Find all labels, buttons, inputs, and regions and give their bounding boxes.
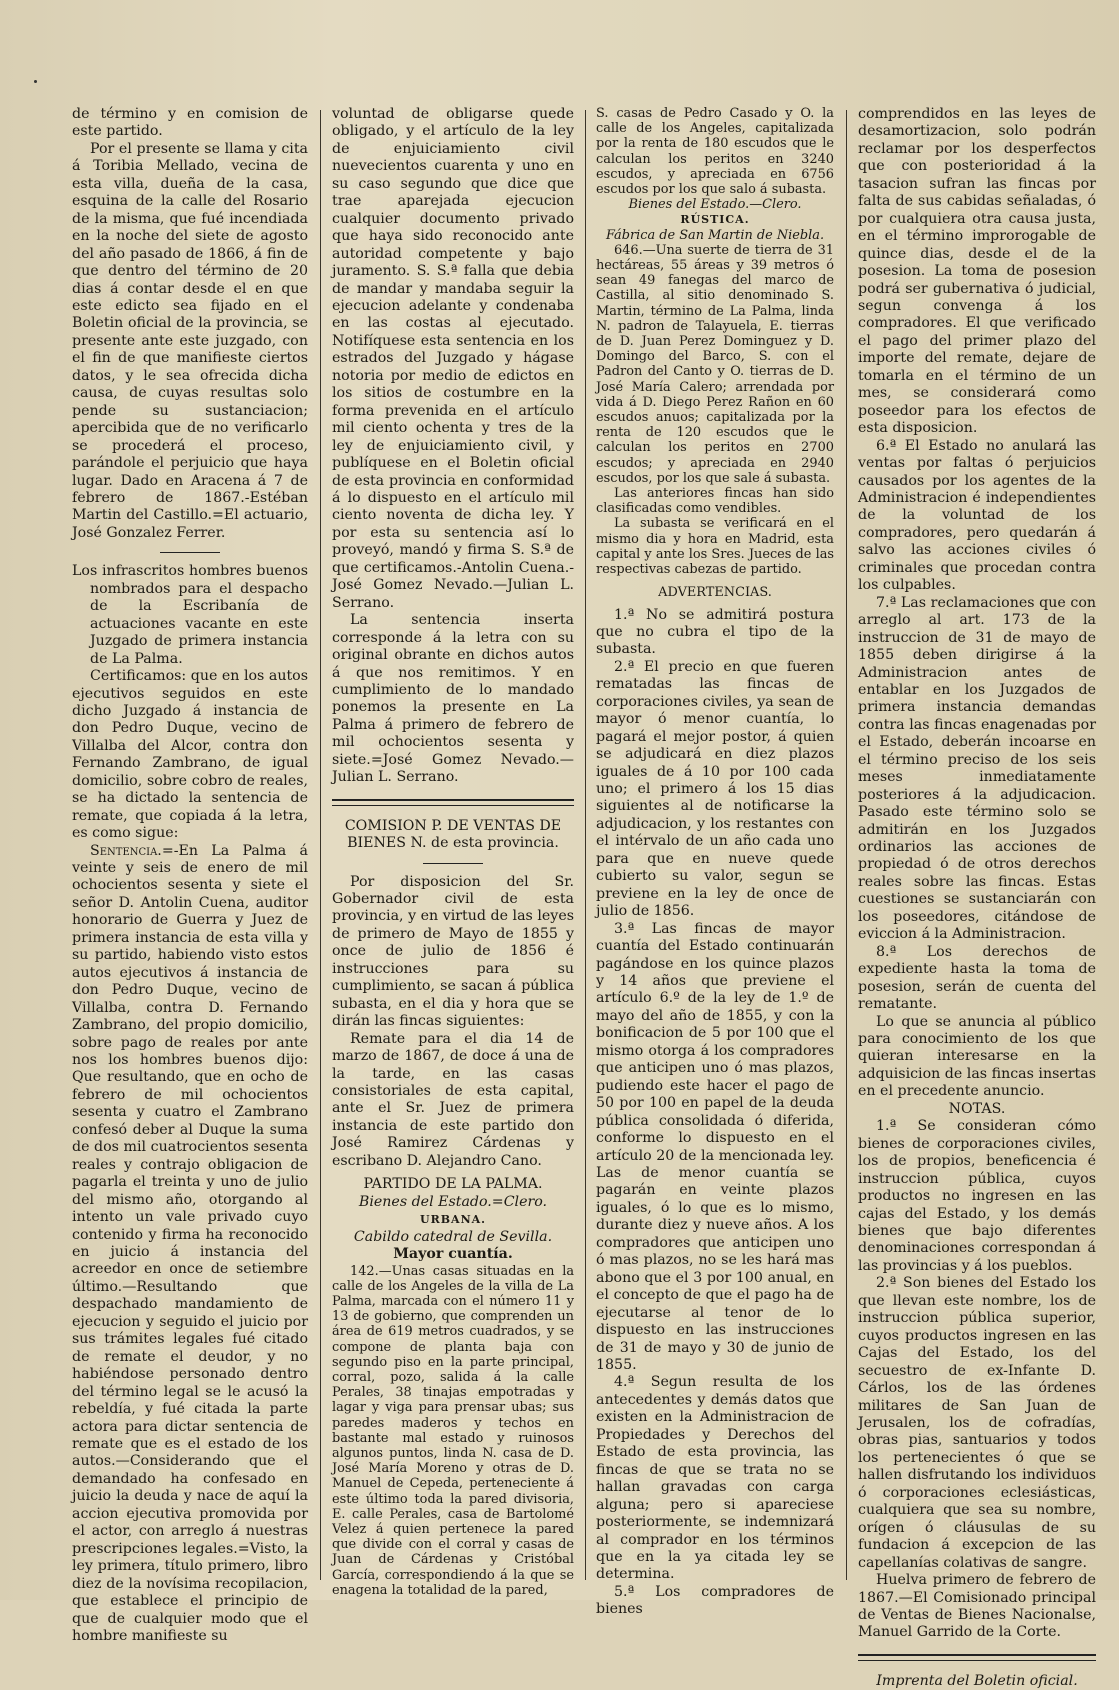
paragraph: S. casas de Pedro Casado y O. la calle de los Angeles, capitalizada por la renta de 180 escudos que le calculan los peritos en 3240 escudos, y apreciada en 6756 escudos por los que salo á subasta. (596, 106, 834, 198)
ink-speck (34, 80, 37, 83)
paragraph: Lo que se anuncia al público para conocimiento de los que quieran interesarse en la adquisicion de las fincas insertas en el precedente anuncio. (858, 1013, 1096, 1100)
advertencia: 2.ª El precio en que fueren rematadas las fincas de corporaciones civiles, ya sean de mayor ó menor cuantía, lo pagará el mejor postor, á quien se adjudicará en diez plazos iguales de á 10 por 100 cada uno; el primero á los 15 dias siguientes al de notificarse la adjudicacion, y los restantes con el intérvalo de un año cada uno para que en nueve quede cubierto su valor, segun se previene en la ley de once de julio de 1856. (596, 658, 834, 920)
advertencia: 7.ª Las reclamaciones que con arreglo al art. 173 de la instruccion de 31 de mayo de 1855 deben dirigirse á la Administracion antes de entablar en los Juzgados de primera instancia demandas contra las fincas enagenadas por el Estado, deberán incoarse en el término preciso de los seis meses inmediatamente posteriores á la adjudicacion. Pasado este término solo se admitirán en los Juzgados ordinarios las acciones de propiedad ó de otros derechos reales sobre las fincas. Estas cuestiones se sustanciarán con los poseedores, citándose de eviccion á la Administracion. (858, 594, 1096, 943)
column-rule (585, 110, 586, 1580)
advertencia: 6.ª El Estado no anulará las ventas por faltas ó perjuicios causados por los agentes de la Administracion é independientes de la voluntad de los compradores, pero quedarán á salvo las acciones civiles ó criminales que procedan contra los culpables. (858, 437, 1096, 594)
imprint: Imprenta del Boletin oficial. (876, 1672, 1078, 1689)
column-3 (596, 106, 834, 1618)
paragraph: voluntad de obligarse quede obligado, y el artículo de la ley de enjuiciamiento civil nuevecientos cuarenta y uno en su caso segundo que dice que trae aparejada ejecucion cualquier documento privado que haya sido reconocido ante autoridad competente y bajo juramento. S. S.ª falla que debia de mandar y mandaba seguir la ejecucion adelante y condenaba en las costas al ejecutado. Notifíquese esta sentencia en los estrados del Juzgado y hágase notoria por medio de edictos en los sitios de costumbre en la forma prevenida en el artículo mil ciento ochenta y tres de la ley de enjuiciamiento civil, y publíquese en el Boletin oficial de esta provincia en conformidad á lo dispuesto en el artículo mil ciento noventa de dicha ley. Y por esta su sentencia así lo proveyó, mandó y firma S. S.ª de que certificamos.-Antolin Cuena.-José Gomez Nevado.—Julian L. Serrano. (332, 106, 574, 611)
paragraph: Por el presente se llama y cita á Toribia Mellado, vecina de esta villa, dueña de la casa, esquina de la calle del Rosario de la misma, que fué incendiada en la noche del siete de agosto del año pasado de 1866, á fin de que dentro del término de 20 dias á contar desde el en que este edicto sea fijado en el Boletin oficial de la provincia, se presente ante este juzgado, con el fin de que manifieste ciertos datos, y le sea ofrecida dicha causa, de cuyas resultas solo pende su sustanciacion; apercibida que de no verificarlo se procederá el proceso, parándole el perjuicio que haya lugar. Dado en Aracena á 7 de febrero de 1867.-Estéban Martin del Castillo.=El actuario, José Gonzalez Ferrer. (72, 140, 308, 541)
advertencia: 1.ª No se admitirá postura que no cubra el tipo de la subasta. (596, 606, 834, 658)
nota: 2.ª Son bienes del Estado los que llevan este nombre, los de instruccion pública superior, cuyos productos ingresen en las Cajas del Estado, los del secuestro de ex-Infante D. Cárlos, los de las órdenes militares de San Juan de Jerusalen, los de cofradías, obras pias, santuarios y todos los pertenecientes ó que se hallen disfrutando los individuos ó corporaciones eclesiásticas, cualquiera que sea su nombre, orígen ó cláusulas de su fundacion á excepcion de las capellanías colativas de sangre. (858, 1275, 1096, 1571)
paragraph: Certificamos: que en los autos ejecutivos seguidos en este dicho Juzgado á instancia de don Pedro Duque, vecino de Villalba del Alcor, contra don Fernando Zambrano, de igual domicilio, sobre cobro de reales, se ha dictado la sentencia de remate, que copiada á la letra, es como sigue: (72, 668, 308, 842)
paragraph: Remate para el dia 14 de marzo de 1867, de doce á una de la tarde, en las casas consistoriales de esta capital, ante el Sr. Juez de primera instancia de este partido don José Ramirez Cárdenas y escribano D. Alejandro Cano. (332, 1030, 574, 1169)
column-1 (72, 106, 308, 1644)
paragraph: Las anteriores fincas han sido clasificadas como vendibles. (596, 486, 834, 517)
fabrica-heading: Fábrica de San Martin de Niebla. (605, 227, 825, 243)
column-4 (858, 106, 1096, 1689)
paragraph: La sentencia inserta corresponde á la letra con su original obrante en dichos autos á que nos remitimos. Y en cumplimiento de lo mandado ponemos la presente en La Palma á primero de febrero de mil ochocientos sesenta y siete.=José Gomez Nevado.—Julian L. Serrano. (332, 612, 574, 786)
advertencia: 3.ª Las fincas de mayor cuantía del Estado continuarán pagándose en los quince plazos y 14 años que previene el artículo 6.º de la ley de 1.º de mayo del año de 1855, y con la bonificacion de 5 por 100 que el mismo otorga á los compradores que anticipen uno ó mas plazos, pudiendo este hacer el pago de 50 por 100 en papel de la deuda pública consolidada ó diferida, conforme lo dispuesto en el artículo 20 de la mencionada ley. Las de menor cuantía se pagarán en veinte plazos iguales, ó lo que es lo mismo, durante diez y nueve años. A los compradores que anticipen uno ó mas plazos, no se les hará mas abono que el 3 por 100 anual, en el concepto de que el pago ha de ejecutarse al tenor de lo dispuesto en las instrucciones de 31 de mayo y 30 de junio de 1855. (596, 920, 834, 1373)
advertencia: 8.ª Los derechos de expediente hasta la toma de posesion, serán de cuenta del rematante. (858, 943, 1096, 1013)
paragraph: Los infrascritos hombres buenos nombrados para el despacho de la Escribanía de actuaciones vacante en este Juzgado de primera instancia de La Palma. (72, 563, 308, 667)
bienes-heading: Bienes del Estado.=Clero. (358, 1193, 548, 1210)
advertencia: 4.ª Segun resulta de los antecedentes y demás datos que existen en la Administracion de Propiedades y Derechos del Estado de esta provincia, las fincas de que se trata no se hallan gravadas con carga alguna; pero si apareciese posteriormente, se indemnizará al comprador en los términos que en la ya citada ley se determina. (596, 1374, 834, 1583)
paragraph: La subasta se verificará en el mismo dia y hora en Madrid, esta capital y ante los Sres. Jueces de las respectivas cabezas de partido. (596, 516, 834, 578)
signature-paragraph: Huelva primero de febrero de 1867.—El Comisionado principal de Ventas de Bienes Nacionalse, Manuel Garrido de la Corte. (858, 1572, 1096, 1641)
nota: 1.ª Se consideran cómo bienes de corporaciones civiles, los de propios, beneficencia é instruccion pública, cuyos productos no ingresen en las cajas del Estado, y los demás bienes que bajo diferentes denominaciones correspondan á las provincias y á los pueblos. (858, 1118, 1096, 1274)
column-2 (332, 106, 574, 1598)
bienes-heading: Bienes del Estado.—Clero. (628, 197, 802, 213)
double-rule (858, 1654, 1096, 1661)
paragraph: 646.—Una suerte de tierra de 31 hectáreas, 55 áreas y 39 metros ó sean 49 fanegas del marco de Castilla, al sitio denominado S. Martin, término de La Palma, linda N. padron de Talayuela, E. tierras de D. Juan Perez Dominguez y D. Domingo del Barco, S. con el Padron del Canto y O. tierras de D. José María Calero; arrendada por vida á D. Diego Perez Rañon en 60 escudos anuos; capitalizada por la renta de 120 escudos que le calculan los peritos en 2700 escudos; y apreciada en 2940 escudos, por los que sale á subasta. (596, 242, 834, 486)
separator (423, 863, 483, 864)
double-rule (332, 799, 574, 806)
column-rule (320, 110, 321, 1580)
cabildo-heading: Cabildo catedral de Sevilla. (353, 1228, 553, 1245)
paragraph (72, 843, 308, 1646)
sentencia-lead: Sentencia. (90, 842, 162, 859)
paragraph: comprendidos en las leyes de desamortizacion, solo podrán reclamar por los desperfectos que con posterioridad á la tasacion sufran las fincas por falta de sus cabidas señaladas, ó por cualquiera otra causa justa, en el término improrogable de quince dias, desde el de la posesion. La toma de posesion podrá ser gubernativa ó judicial, segun convenga á los compradores. El que verificado el pago del primer plazo del importe del remate, dejare de tomarla en el término de un mes, se considerará como poseedor para los efectos de esta disposicion. (858, 106, 1096, 437)
section-heading: COMISION P. DE VENTAS DE BIENES N. de esta provincia. (344, 817, 562, 852)
advertencias-heading: ADVERTENCIAS. (658, 585, 772, 601)
urbana-heading: URBANA. (420, 1213, 486, 1227)
notas-heading: NOTAS. (948, 1100, 1006, 1117)
separator (160, 552, 220, 553)
column-rule (846, 110, 847, 1580)
partido-heading: PARTIDO DE LA PALMA. (363, 1176, 543, 1193)
paragraph: Por disposicion del Sr. Gobernador civil de esta provincia, y en virtud de las leyes de primero de Mayo de 1855 y once de julio de 1856 é instrucciones para su cumplimiento, se sacan á pública subasta, en el dia y hora que se dirán las fincas siguientes: (332, 873, 574, 1030)
paragraph-text: =-En La Palma á veinte y seis de enero de mil ochocientos sesenta y siete el señor D. Antolin Cuena, auditor honorario de Guerra y Juez de primera instancia de esta villa y su partido, habiendo visto estos autos ejecutivos á instancia de don Pedro Duque, vecino de Villalba, contra D. Fernando Zambrano, del propio domicilio, sobre pago de reales por ante nos los hombres buenos dijo: Que resultando, que en ocho de febrero de mil ochocientos sesenta y cuatro el Zambrano confesó deber al Duque la suma de dos mil cuatrocientos sesenta reales y contrajo obligacion de pagarla el treinta y uno de julio del mismo año, otorgando al intento un vale privado cuyo contenido y firma ha reconocido en juicio á instancia del acreedor en once de setiembre último.—Resultando que despachado mandamiento de ejecucion y seguido el juicio por sus trámites legales fué citado de remate el deudor, y no habiéndose personado dentro del término legal se le acusó la rebeldía, y fué citada la parte actora para dictar sentencia de remate que es el estado de los autos.—Considerando que el demandado ha confesado en juicio la deuda y nace de aquí la accion ejecutiva promovida por el actor, con arreglo á nuestras prescripciones legales.=Visto, la ley primera, título primero, libro diez de la novísima recopilacion, que establece el principio de que de cualquier modo que el hombre manifieste su (72, 842, 308, 1644)
paragraph: de término y en comision de este partido. (72, 106, 308, 140)
mayor-cuantia-heading: Mayor cuantía. (393, 1246, 513, 1263)
paragraph: 142.—Unas casas situadas en la calle de los Angeles de la villa de La Palma, marcada con el número 11 y 13 de gobierno, que comprenden un área de 619 metros cuadrados, y se compone de planta baja con segundo piso en la parte principal, corral, pozo, salida á la calle Perales, 38 tinajas empotradas y lagar y viga para prensar ubas; sus paredes maderos y techos en bastante mal estado y ruinosos algunos puntos, linda N. casa de D. José María Moreno y otras de D. Manuel de Cepeda, perteneciente á este último toda la pared divisoria, E. calle Perales, casa de Bartolomé Velez á quien pertenece la pared que divide con el corral y casas de Juan de Cárdenas y Cristóbal García, correspondiendo á la que se enagena la totalidad de la pared, (332, 1263, 574, 1598)
rustica-heading: RÚSTICA. (680, 213, 750, 227)
advertencia: 5.ª Los compradores de bienes (596, 1583, 834, 1618)
